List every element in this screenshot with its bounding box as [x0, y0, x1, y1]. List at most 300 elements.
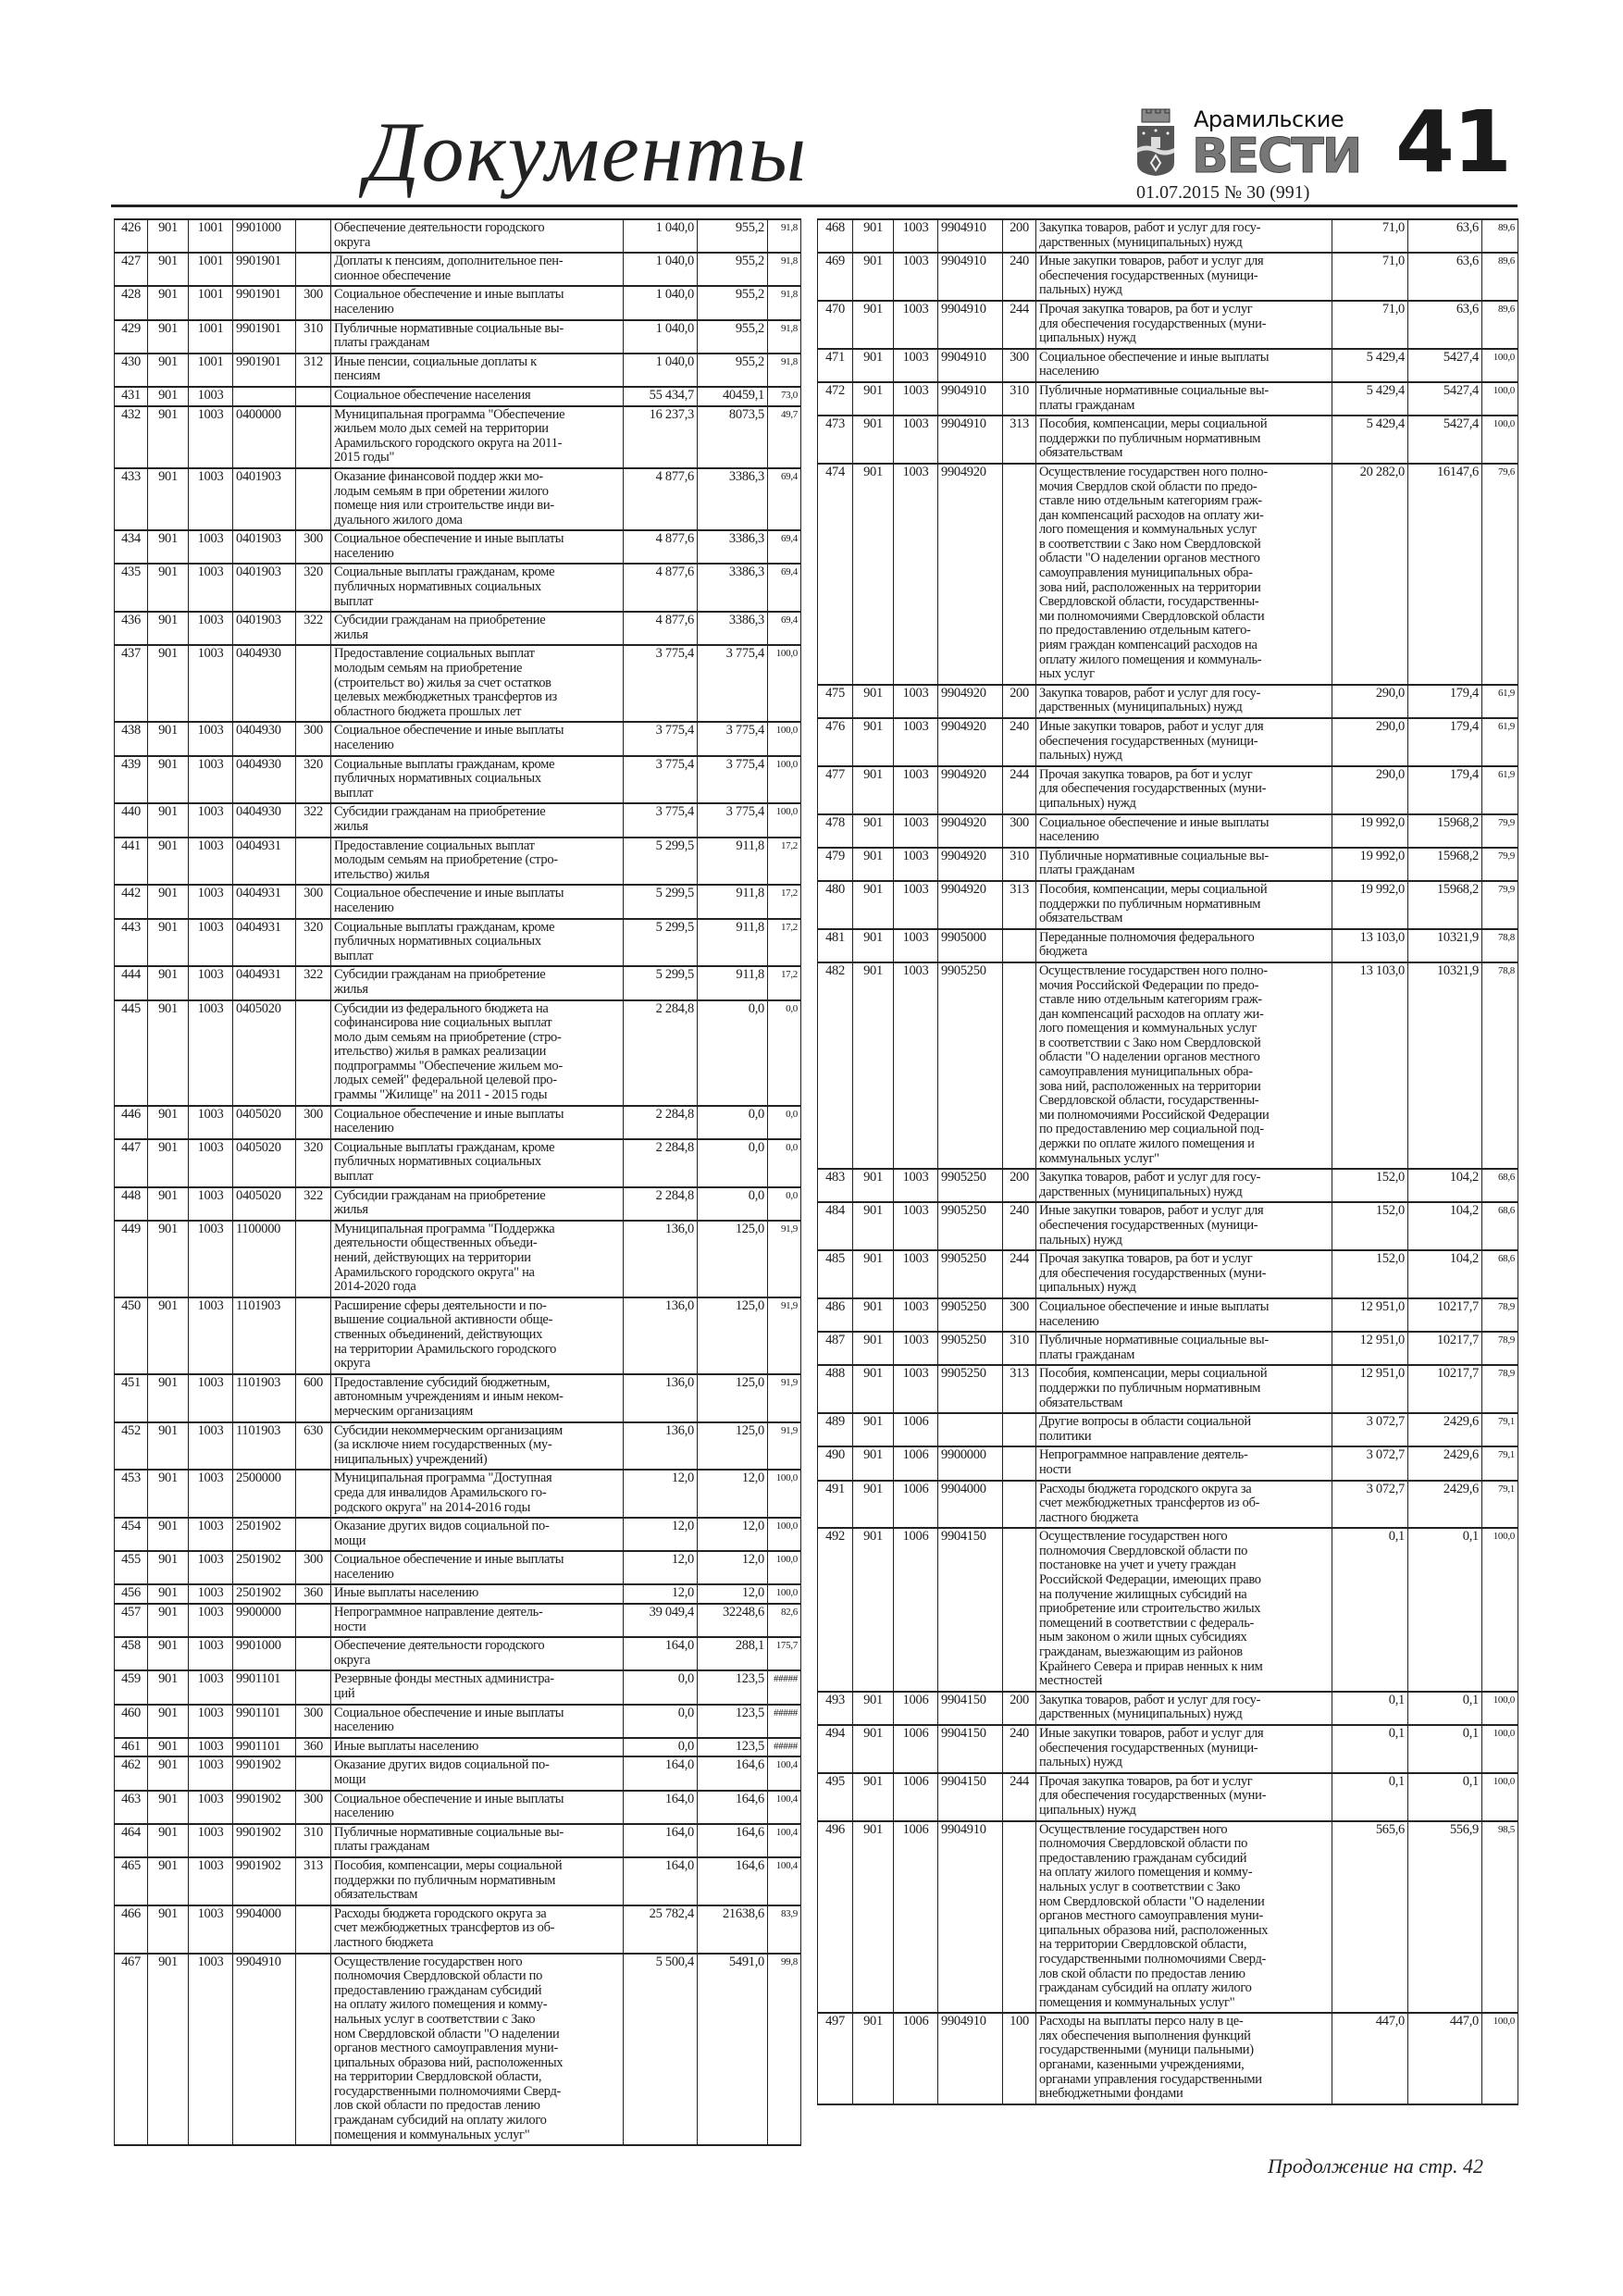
- target-article-code: 9904910: [233, 1954, 296, 2146]
- target-article-code: 0400000: [233, 406, 296, 468]
- grbs-code: 901: [853, 1365, 894, 1413]
- description: Пособия, компенсации, меры социальной поддержки по публичным нормативным обязательствам: [331, 1857, 624, 1905]
- planned-amount: 5 299,5: [624, 885, 698, 918]
- grbs-code: 901: [148, 645, 189, 722]
- grbs-code: 901: [148, 1705, 189, 1738]
- grbs-code: 901: [148, 286, 189, 319]
- grbs-code: 901: [853, 1413, 894, 1446]
- section-code: 1003: [894, 382, 938, 416]
- execution-percent: 69,4: [768, 612, 801, 645]
- expense-type-code: [1003, 1481, 1036, 1529]
- table-row: [115, 286, 801, 319]
- section-code: 1003: [189, 612, 233, 645]
- execution-percent: 0,0: [768, 1106, 801, 1139]
- section-code: 1001: [189, 286, 233, 319]
- description: Расходы бюджета городского округа за счет межбюджетных трансфертов из об- ластного бюджета: [331, 1905, 624, 1954]
- actual-amount: 123,5: [698, 1705, 768, 1738]
- grbs-code: 901: [148, 320, 189, 354]
- row-number: 440: [115, 803, 148, 837]
- description: Осуществление государствен ного полномочия Свердловской области по предоставлению гражданам субсидий на оплату жилого помещения и комму- нальных услуг в соответствии с Зако ном Свердловской области "О наделении органов местного самоуправления муни- ципальных образова ний, расположенных на территории Свердловской области, государственными полномочиями Сверд- лов ской области по предостав лению гражданам субсидий на оплату жилого помещения и коммунальных услуг": [331, 1954, 624, 2146]
- section-code: 1001: [189, 354, 233, 387]
- execution-percent: #####: [768, 1670, 801, 1704]
- expense-type-code: 300: [1003, 1298, 1036, 1332]
- header-divider: [111, 205, 1518, 207]
- description: Оказание финансовой поддер жки мо- лодым семьям в при обретении жилого помеще ния или строительстве инди ви- дуального жилого дома: [331, 468, 624, 530]
- target-article-code: 9900000: [938, 1446, 1003, 1480]
- grbs-code: 901: [853, 253, 894, 301]
- grbs-code: 901: [148, 838, 189, 886]
- budget-table-left: [114, 218, 801, 2146]
- expense-type-code: 240: [1003, 718, 1036, 766]
- actual-amount: 179,4: [1408, 718, 1482, 766]
- actual-amount: 125,0: [698, 1422, 768, 1471]
- grbs-code: 901: [853, 1169, 894, 1202]
- table-row: [115, 756, 801, 804]
- actual-amount: 32248,6: [698, 1604, 768, 1637]
- actual-amount: 15968,2: [1408, 881, 1482, 929]
- row-number: 449: [115, 1221, 148, 1297]
- section-code: 1003: [189, 1954, 233, 2146]
- planned-amount: 4 877,6: [624, 564, 698, 612]
- table-row: [115, 1857, 801, 1905]
- table-row: [115, 1422, 801, 1471]
- row-number: 441: [115, 838, 148, 886]
- target-article-code: 9904920: [938, 848, 1003, 881]
- table-row: [115, 885, 801, 918]
- planned-amount: 3 775,4: [624, 722, 698, 755]
- expense-type-code: 244: [1003, 766, 1036, 814]
- execution-percent: 68,6: [1482, 1202, 1518, 1250]
- actual-amount: 164,6: [698, 1857, 768, 1905]
- expense-type-code: [296, 1905, 331, 1954]
- description: Иные закупки товаров, работ и услуг для обеспечения государственных (муници- пальных) нужд: [1036, 718, 1332, 766]
- grbs-code: 901: [148, 1954, 189, 2146]
- actual-amount: 63,6: [1408, 219, 1482, 253]
- grbs-code: 901: [148, 1106, 189, 1139]
- planned-amount: 71,0: [1332, 219, 1408, 253]
- execution-percent: 68,6: [1482, 1250, 1518, 1298]
- planned-amount: 164,0: [624, 1857, 698, 1905]
- execution-percent: 61,9: [1482, 685, 1518, 718]
- execution-percent: 79,6: [1482, 464, 1518, 685]
- table-row: [818, 881, 1518, 929]
- execution-percent: 79,1: [1482, 1413, 1518, 1446]
- section-code: 1006: [894, 1692, 938, 1725]
- row-number: 462: [115, 1756, 148, 1790]
- description: Социальное обеспечение и иные выплаты населению: [331, 722, 624, 755]
- expense-type-code: [296, 1954, 331, 2146]
- expense-type-code: 300: [296, 1791, 331, 1824]
- description: Предоставление субсидий бюджетным, автономным учреждениям и иным неком- мерческим организациям: [331, 1374, 624, 1422]
- execution-percent: 17,2: [768, 966, 801, 999]
- expense-type-code: 300: [1003, 814, 1036, 848]
- target-article-code: 0404931: [233, 919, 296, 967]
- expense-type-code: [296, 1221, 331, 1297]
- target-article-code: 9905250: [938, 1202, 1003, 1250]
- target-article-code: 0404931: [233, 838, 296, 886]
- target-article-code: 0405020: [233, 1106, 296, 1139]
- row-number: 459: [115, 1670, 148, 1704]
- row-number: 448: [115, 1187, 148, 1221]
- row-number: 464: [115, 1824, 148, 1857]
- execution-percent: 175,7: [768, 1637, 801, 1670]
- expense-type-code: 244: [1003, 1250, 1036, 1298]
- section-code: 1006: [894, 1773, 938, 1821]
- actual-amount: 12,0: [698, 1584, 768, 1604]
- target-article-code: 9901901: [233, 320, 296, 354]
- section-code: 1003: [894, 718, 938, 766]
- section-code: 1003: [894, 929, 938, 962]
- planned-amount: 12,0: [624, 1518, 698, 1551]
- execution-percent: 100,4: [768, 1791, 801, 1824]
- section-code: 1003: [189, 1584, 233, 1604]
- target-article-code: 0404930: [233, 803, 296, 837]
- planned-amount: 4 877,6: [624, 468, 698, 530]
- actual-amount: 63,6: [1408, 301, 1482, 349]
- section-code: 1003: [894, 685, 938, 718]
- section-code: 1003: [894, 1202, 938, 1250]
- row-number: 430: [115, 354, 148, 387]
- expense-type-code: [296, 468, 331, 530]
- table-row: [115, 1705, 801, 1738]
- row-number: 492: [818, 1528, 853, 1692]
- execution-percent: 100,4: [768, 1824, 801, 1857]
- planned-amount: 152,0: [1332, 1250, 1408, 1298]
- row-number: 490: [818, 1446, 853, 1480]
- description: Иные пенсии, социальные доплаты к пенсиям: [331, 354, 624, 387]
- table-row: [115, 564, 801, 612]
- actual-amount: 911,8: [698, 966, 768, 999]
- actual-amount: 3 775,4: [698, 722, 768, 755]
- row-number: 439: [115, 756, 148, 804]
- actual-amount: 0,0: [698, 1139, 768, 1187]
- actual-amount: 123,5: [698, 1738, 768, 1757]
- row-number: 442: [115, 885, 148, 918]
- description: Другие вопросы в области социальной политики: [1036, 1413, 1332, 1446]
- table-row: [115, 1000, 801, 1106]
- actual-amount: 955,2: [698, 219, 768, 253]
- expense-type-code: [1003, 1528, 1036, 1692]
- target-article-code: 9904000: [233, 1905, 296, 1954]
- target-article-code: 1100000: [233, 1221, 296, 1297]
- target-article-code: 9901901: [233, 354, 296, 387]
- description: Публичные нормативные социальные вы- платы гражданам: [1036, 848, 1332, 881]
- description: Иные выплаты населению: [331, 1584, 624, 1604]
- execution-percent: 73,0: [768, 387, 801, 406]
- actual-amount: 3386,3: [698, 612, 768, 645]
- grbs-code: 901: [148, 564, 189, 612]
- table-row: [818, 416, 1518, 464]
- planned-amount: 565,6: [1332, 1821, 1408, 2014]
- planned-amount: 12,0: [624, 1551, 698, 1584]
- row-number: 450: [115, 1297, 148, 1374]
- target-article-code: 0401903: [233, 468, 296, 530]
- execution-percent: 49,7: [768, 406, 801, 468]
- planned-amount: 290,0: [1332, 766, 1408, 814]
- target-article-code: 9901101: [233, 1670, 296, 1704]
- grbs-code: 901: [148, 1905, 189, 1954]
- section-code: 1003: [189, 1106, 233, 1139]
- table-row: [818, 1725, 1518, 1773]
- planned-amount: 164,0: [624, 1756, 698, 1790]
- section-code: 1006: [894, 2013, 938, 2104]
- row-number: 487: [818, 1332, 853, 1365]
- target-article-code: 9901000: [233, 1637, 296, 1670]
- target-article-code: 9904920: [938, 881, 1003, 929]
- description: Расходы на выплаты персо налу в це- лях обеспечения выполнения функций государственными (муници пальными) органами, казенными учреждениями, органами управления государственными внебюджетными фондами: [1036, 2013, 1332, 2104]
- section-code: 1001: [189, 219, 233, 253]
- planned-amount: 1 040,0: [624, 286, 698, 319]
- table-row: [115, 387, 801, 406]
- table-row: [115, 1584, 801, 1604]
- expense-type-code: [296, 219, 331, 253]
- target-article-code: 9905250: [938, 1169, 1003, 1202]
- planned-amount: 5 429,4: [1332, 416, 1408, 464]
- actual-amount: 0,0: [698, 1187, 768, 1221]
- grbs-code: 901: [148, 406, 189, 468]
- expense-type-code: [296, 645, 331, 722]
- actual-amount: 5427,4: [1408, 416, 1482, 464]
- grbs-code: 901: [853, 962, 894, 1169]
- table-row: [818, 929, 1518, 962]
- row-number: 444: [115, 966, 148, 999]
- description: Социальное обеспечение и иные выплаты населению: [331, 1791, 624, 1824]
- actual-amount: 0,1: [1408, 1773, 1482, 1821]
- table-row: [115, 1470, 801, 1518]
- table-row: [115, 803, 801, 837]
- row-number: 483: [818, 1169, 853, 1202]
- section-code: 1003: [894, 416, 938, 464]
- target-article-code: 9904920: [938, 685, 1003, 718]
- grbs-code: 901: [148, 1791, 189, 1824]
- description: Обеспечение деятельности городского округа: [331, 219, 624, 253]
- row-number: 481: [818, 929, 853, 962]
- section-code: 1003: [189, 564, 233, 612]
- planned-amount: 13 103,0: [1332, 929, 1408, 962]
- table-row: [818, 766, 1518, 814]
- section-code: 1003: [189, 1738, 233, 1757]
- target-article-code: 9904910: [938, 219, 1003, 253]
- grbs-code: 901: [853, 2013, 894, 2104]
- target-article-code: 0404931: [233, 885, 296, 918]
- grbs-code: 901: [853, 881, 894, 929]
- row-number: 479: [818, 848, 853, 881]
- row-number: 455: [115, 1551, 148, 1584]
- actual-amount: 12,0: [698, 1551, 768, 1584]
- row-number: 452: [115, 1422, 148, 1471]
- target-article-code: 9904910: [938, 1821, 1003, 2014]
- row-number: 426: [115, 219, 148, 253]
- grbs-code: 901: [148, 1139, 189, 1187]
- table-row: [818, 1692, 1518, 1725]
- grbs-code: 901: [853, 1773, 894, 1821]
- expense-type-code: [296, 1470, 331, 1518]
- execution-percent: 100,0: [768, 645, 801, 722]
- actual-amount: 63,6: [1408, 253, 1482, 301]
- table-row: [818, 685, 1518, 718]
- section-code: 1003: [189, 1000, 233, 1106]
- row-number: 445: [115, 1000, 148, 1106]
- target-article-code: 2500000: [233, 1470, 296, 1518]
- description: Прочая закупка товаров, ра бот и услуг для обеспечения государственных (муни- ципальных) нужд: [1036, 1250, 1332, 1298]
- planned-amount: 2 284,8: [624, 1139, 698, 1187]
- row-number: 463: [115, 1791, 148, 1824]
- planned-amount: 164,0: [624, 1791, 698, 1824]
- grbs-code: 901: [148, 354, 189, 387]
- actual-amount: 0,1: [1408, 1692, 1482, 1725]
- expense-type-code: 200: [1003, 1692, 1036, 1725]
- description: Иные выплаты населению: [331, 1738, 624, 1757]
- actual-amount: 10217,7: [1408, 1332, 1482, 1365]
- row-number: 477: [818, 766, 853, 814]
- execution-percent: 17,2: [768, 838, 801, 886]
- table-row: [115, 919, 801, 967]
- execution-percent: 100,0: [768, 722, 801, 755]
- execution-percent: 78,9: [1482, 1298, 1518, 1332]
- description: Иные закупки товаров, работ и услуг для обеспечения государственных (муници- пальных) нужд: [1036, 1202, 1332, 1250]
- execution-percent: 0,0: [768, 1139, 801, 1187]
- execution-percent: 89,6: [1482, 253, 1518, 301]
- row-number: 457: [115, 1604, 148, 1637]
- actual-amount: 164,6: [698, 1756, 768, 1790]
- execution-percent: 78,8: [1482, 962, 1518, 1169]
- planned-amount: 19 992,0: [1332, 814, 1408, 848]
- grbs-code: 901: [853, 1821, 894, 2014]
- grbs-code: 901: [148, 1584, 189, 1604]
- execution-percent: 100,0: [1482, 1692, 1518, 1725]
- grbs-code: 901: [148, 1470, 189, 1518]
- table-row: [115, 1791, 801, 1824]
- newspaper-logo: [1134, 106, 1361, 184]
- execution-percent: 79,1: [1482, 1481, 1518, 1529]
- actual-amount: 2429,6: [1408, 1446, 1482, 1480]
- planned-amount: 16 237,3: [624, 406, 698, 468]
- grbs-code: 901: [853, 1725, 894, 1773]
- target-article-code: 0405020: [233, 1139, 296, 1187]
- grbs-code: 901: [853, 416, 894, 464]
- expense-type-code: 313: [1003, 416, 1036, 464]
- target-article-code: 9901902: [233, 1791, 296, 1824]
- section-code: 1003: [189, 756, 233, 804]
- grbs-code: 901: [148, 1637, 189, 1670]
- grbs-code: 901: [148, 1551, 189, 1584]
- section-code: 1003: [894, 766, 938, 814]
- row-number: 434: [115, 530, 148, 564]
- target-article-code: 9904920: [938, 718, 1003, 766]
- expense-type-code: 322: [296, 1187, 331, 1221]
- planned-amount: 19 992,0: [1332, 848, 1408, 881]
- row-number: 443: [115, 919, 148, 967]
- section-code: 1003: [189, 530, 233, 564]
- actual-amount: 3 775,4: [698, 756, 768, 804]
- grbs-code: 901: [148, 1518, 189, 1551]
- description: Социальные выплаты гражданам, кроме публичных нормативных социальных выплат: [331, 756, 624, 804]
- row-number: 437: [115, 645, 148, 722]
- grbs-code: 901: [853, 1202, 894, 1250]
- table-row: [115, 1374, 801, 1422]
- planned-amount: 12 951,0: [1332, 1365, 1408, 1413]
- expense-type-code: 310: [296, 320, 331, 354]
- description: Субсидии гражданам на приобретение жилья: [331, 803, 624, 837]
- description: Социальное обеспечение и иные выплаты населению: [331, 1551, 624, 1584]
- grbs-code: 901: [148, 1670, 189, 1704]
- table-row: [115, 1187, 801, 1221]
- target-article-code: 0401903: [233, 564, 296, 612]
- table-row: [818, 1365, 1518, 1413]
- description: Социальные выплаты гражданам, кроме публичных нормативных социальных выплат: [331, 564, 624, 612]
- actual-amount: 10321,9: [1408, 962, 1482, 1169]
- grbs-code: 901: [853, 219, 894, 253]
- actual-amount: 3386,3: [698, 564, 768, 612]
- description: Закупка товаров, работ и услуг для госу- дарственных (муниципальных) нужд: [1036, 219, 1332, 253]
- expense-type-code: 320: [296, 756, 331, 804]
- description: Иные закупки товаров, работ и услуг для обеспечения государственных (муници- пальных) нужд: [1036, 1725, 1332, 1773]
- table-row: [115, 1106, 801, 1139]
- planned-amount: 1 040,0: [624, 354, 698, 387]
- planned-amount: 0,1: [1332, 1725, 1408, 1773]
- description: Социальное обеспечение и иные выплаты населению: [331, 530, 624, 564]
- target-article-code: 0401903: [233, 530, 296, 564]
- section-code: 1003: [189, 1297, 233, 1374]
- execution-percent: 100,0: [1482, 1725, 1518, 1773]
- grbs-code: 901: [853, 349, 894, 382]
- planned-amount: 1 040,0: [624, 219, 698, 253]
- description: Расходы бюджета городского округа за счет межбюджетных трансфертов из об- ластного бюджета: [1036, 1481, 1332, 1529]
- row-number: 474: [818, 464, 853, 685]
- execution-percent: 100,0: [768, 1551, 801, 1584]
- grbs-code: 901: [148, 530, 189, 564]
- row-number: 428: [115, 286, 148, 319]
- execution-percent: 0,0: [768, 1187, 801, 1221]
- planned-amount: 0,0: [624, 1705, 698, 1738]
- expense-type-code: 240: [1003, 1725, 1036, 1773]
- table-row: [115, 1551, 801, 1584]
- actual-amount: 179,4: [1408, 766, 1482, 814]
- target-article-code: 0404930: [233, 645, 296, 722]
- execution-percent: 100,0: [1482, 382, 1518, 416]
- description: Публичные нормативные социальные вы- платы гражданам: [331, 320, 624, 354]
- row-number: 469: [818, 253, 853, 301]
- description: Социальное обеспечение населения: [331, 387, 624, 406]
- grbs-code: 901: [148, 468, 189, 530]
- description: Пособия, компенсации, меры социальной поддержки по публичным нормативным обязательствам: [1036, 1365, 1332, 1413]
- expense-type-code: 240: [1003, 253, 1036, 301]
- grbs-code: 901: [148, 919, 189, 967]
- row-number: 476: [818, 718, 853, 766]
- section-code: 1003: [894, 814, 938, 848]
- planned-amount: 20 282,0: [1332, 464, 1408, 685]
- table-row: [115, 1221, 801, 1297]
- issue-date-number: 01.07.2015 № 30 (991): [1136, 182, 1310, 203]
- expense-type-code: [1003, 929, 1036, 962]
- expense-type-code: 300: [296, 286, 331, 319]
- actual-amount: 0,1: [1408, 1725, 1482, 1773]
- target-article-code: 9904150: [938, 1528, 1003, 1692]
- execution-percent: 91,9: [768, 1221, 801, 1297]
- execution-percent: 91,8: [768, 219, 801, 253]
- actual-amount: 911,8: [698, 838, 768, 886]
- execution-percent: 91,8: [768, 354, 801, 387]
- row-number: 433: [115, 468, 148, 530]
- description: Прочая закупка товаров, ра бот и услуг для обеспечения государственных (муни- ципальных) нужд: [1036, 766, 1332, 814]
- row-number: 471: [818, 349, 853, 382]
- planned-amount: 39 049,4: [624, 1604, 698, 1637]
- description: Предоставление социальных выплат молодым семьям на приобретение (стро- ительство) жилья: [331, 838, 624, 886]
- description: Субсидии некоммерческим организациям (за исключе нием государственных (му- ниципальных) учреждений): [331, 1422, 624, 1471]
- expense-type-code: [296, 1756, 331, 1790]
- grbs-code: 901: [148, 1857, 189, 1905]
- target-article-code: 9904910: [938, 301, 1003, 349]
